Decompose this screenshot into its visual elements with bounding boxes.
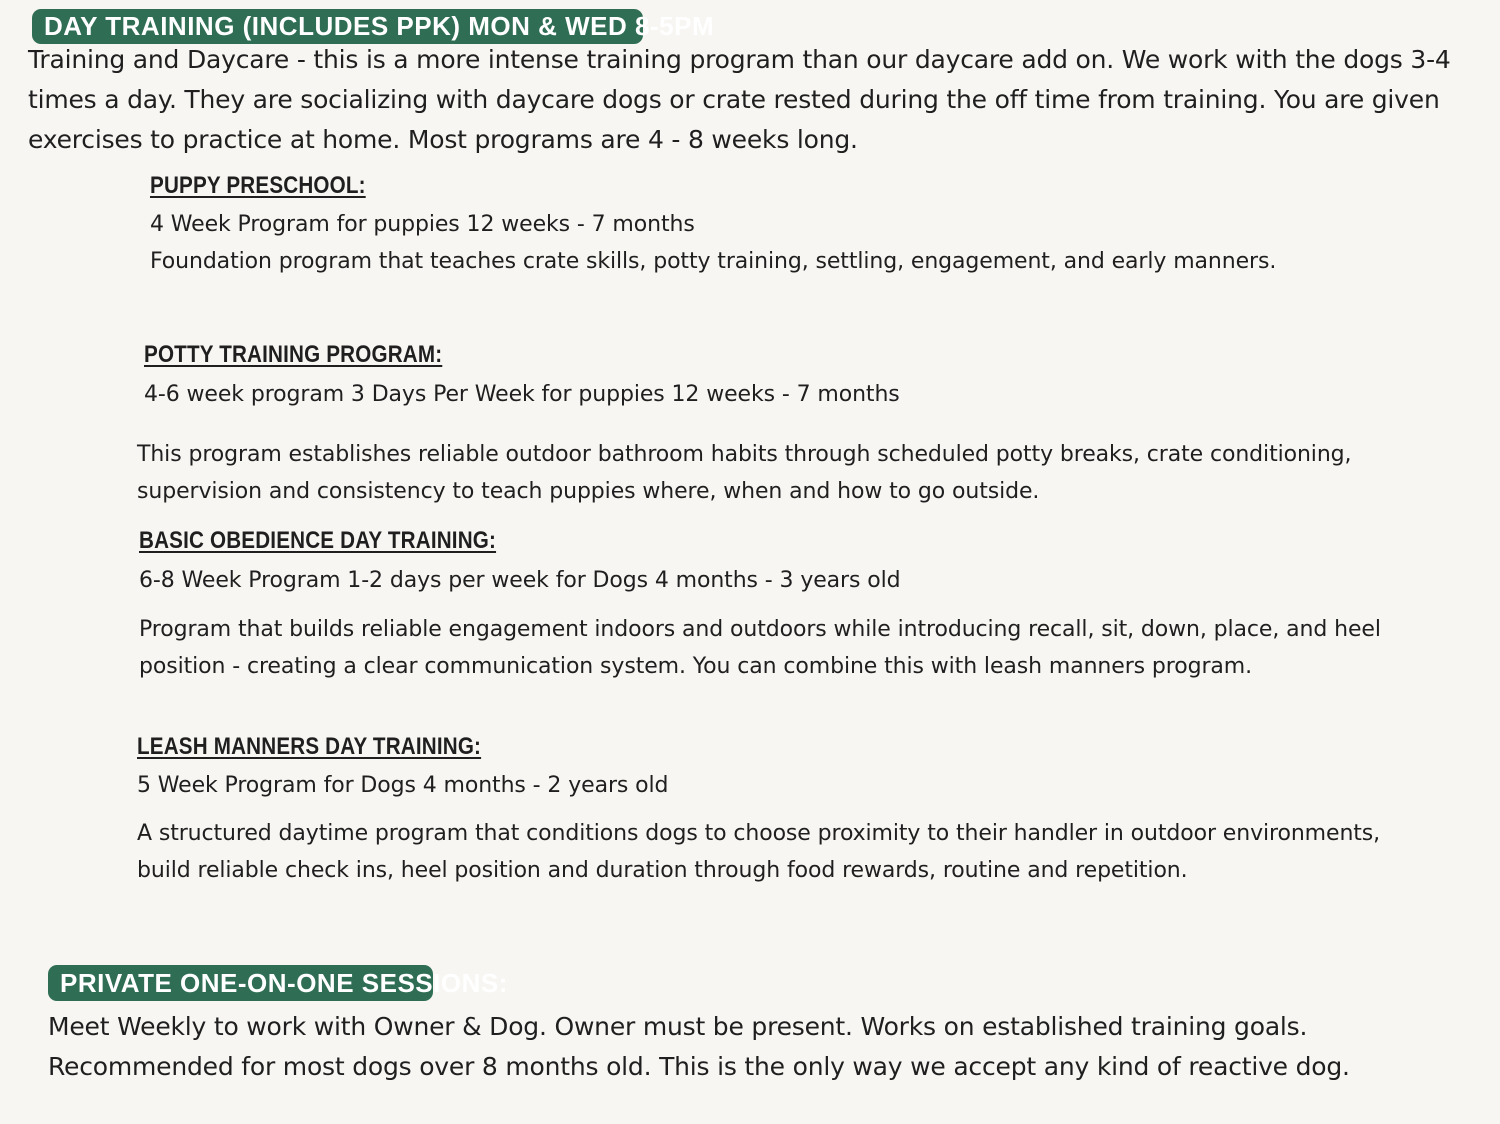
basic-obedience-heading: BASIC OBEDIENCE DAY TRAINING: bbox=[139, 527, 497, 554]
potty-training-description: This program establishes reliable outdoor bathroom habits through scheduled potty breaks, crate conditioning, supervision and consistency to teach puppies where, when and how to go outside. bbox=[137, 442, 1352, 504]
leash-manners-description: A structured daytime program that conditions dogs to choose proximity to their handler in outdoor environments, build reliable check ins, heel position and duration through food rewards, routine and repetition. bbox=[137, 821, 1381, 883]
puppy-preschool-heading: PUPPY PRESCHOOL: bbox=[150, 172, 366, 199]
day-training-description: Training and Daycare - this is a more intense training program than our daycare add on. We work with the dogs 3-4 times a day. They are socializing with daycare dogs or crate rested during the off time from training. You are given exercises to practice at home. Most programs are 4 - 8 weeks long. bbox=[28, 45, 1451, 154]
day-training-badge-label: DAY TRAINING (INCLUDES PPK) MON & WED 8-5PM bbox=[44, 11, 715, 41]
day-training-badge bbox=[32, 9, 715, 44]
leash-manners-detail: 5 Week Program for Dogs 4 months - 2 years old bbox=[137, 773, 669, 798]
private-sessions-badge bbox=[48, 965, 508, 1001]
leash-manners-heading: LEASH MANNERS DAY TRAINING: bbox=[137, 733, 482, 760]
potty-training-detail: 4-6 week program 3 Days Per Week for puppies 12 weeks - 7 months bbox=[144, 382, 900, 407]
basic-obedience-detail: 6-8 Week Program 1-2 days per week for Dogs 4 months - 3 years old bbox=[139, 568, 901, 593]
potty-training-heading: POTTY TRAINING PROGRAM: bbox=[144, 341, 443, 368]
puppy-preschool-detail: 4 Week Program for puppies 12 weeks - 7 months bbox=[150, 212, 695, 237]
puppy-preschool-description: Foundation program that teaches crate skills, potty training, settling, engagement, and early manners. bbox=[150, 249, 1277, 274]
private-sessions-badge-label: PRIVATE ONE-ON-ONE SESSIONS: bbox=[60, 967, 508, 998]
private-sessions-description: Meet Weekly to work with Owner & Dog. Owner must be present. Works on established training goals. Recommended for most dogs over 8 months old. This is the only way we accept any kind of reactive dog. bbox=[48, 1012, 1350, 1081]
basic-obedience-description: Program that builds reliable engagement indoors and outdoors while introducing recall, sit, down, place, and heel position - creating a clear communication system. You can combine this with leash manners program. bbox=[139, 617, 1381, 679]
